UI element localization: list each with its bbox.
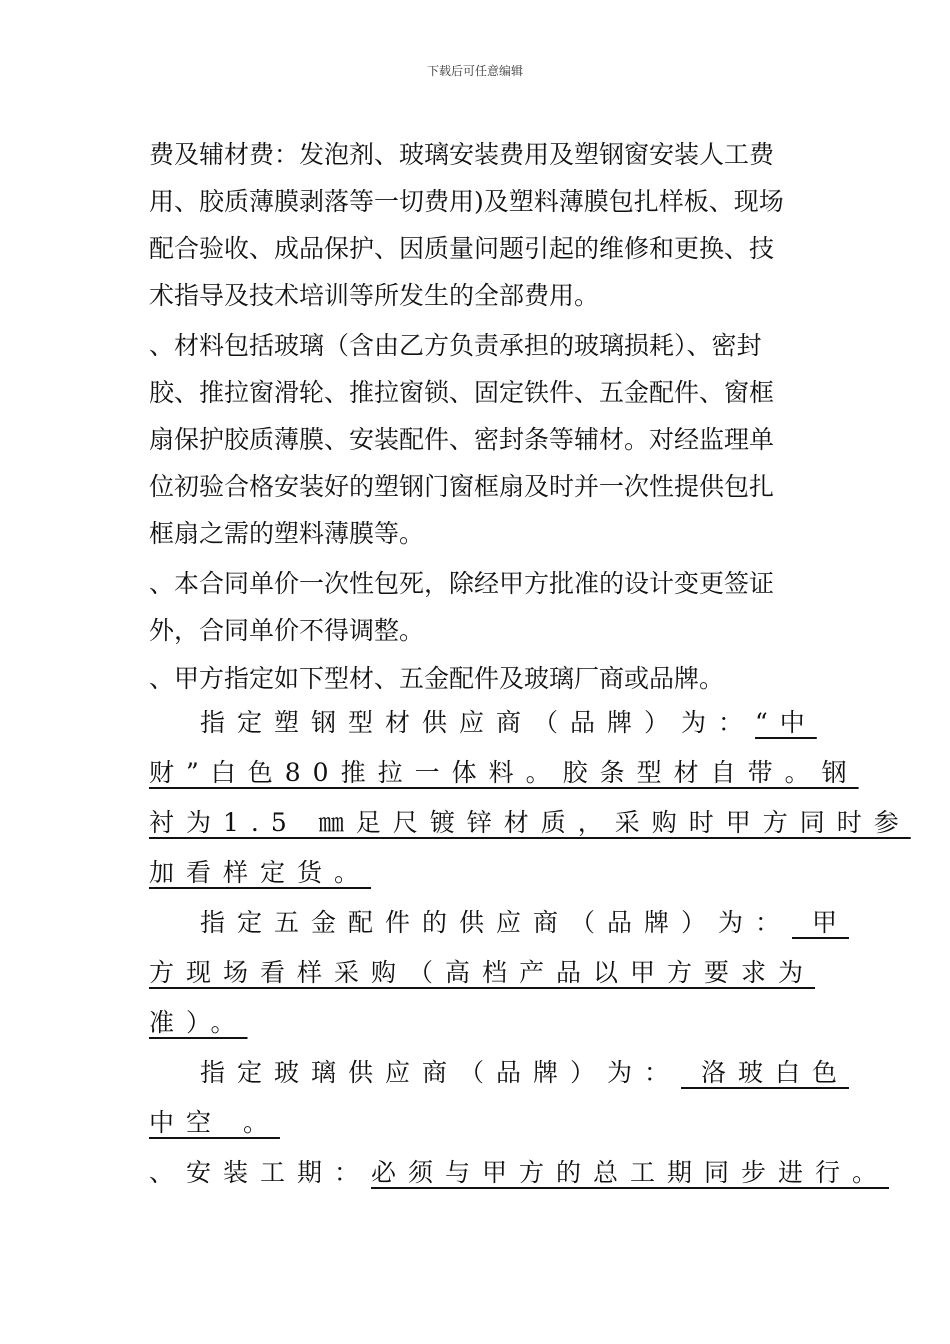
installation-schedule-label: 、安装工期： bbox=[149, 1158, 372, 1187]
glass-supplier-value: 中空 。 bbox=[149, 1108, 280, 1137]
text-line: 用、胶质薄膜剥落等一切费用)及塑料薄膜包扎样板、现场 bbox=[149, 187, 784, 216]
installation-schedule-value: 必须与甲方的总工期同步进行。 bbox=[371, 1158, 890, 1187]
hardware-supplier-value: 甲 bbox=[792, 908, 849, 937]
hardware-supplier-value: 准）。 bbox=[149, 1008, 248, 1037]
text-line: 框扇之需的塑料薄膜等。 bbox=[149, 519, 425, 548]
profile-supplier-value: “中 bbox=[755, 708, 817, 737]
hardware-supplier-value: 方现场看样采购（高档产品以甲方要求为 bbox=[149, 958, 816, 987]
profile-supplier-value: 加看样定货。 bbox=[149, 858, 372, 887]
hardware-supplier-label: 指定五金配件的供应商（品牌）为： bbox=[200, 908, 793, 937]
text-line: 、本合同单价一次性包死，除经甲方批准的设计变更签证 bbox=[149, 569, 775, 598]
text-line: 位初验合格安装好的塑钢门窗框扇及时并一次性提供包扎 bbox=[149, 472, 775, 501]
glass-supplier-label: 指定玻璃供应商（品牌）为： bbox=[200, 1058, 682, 1087]
text-line: 、材料包括玻璃（含由乙方负责承担的玻璃损耗）、密封 bbox=[149, 331, 762, 360]
text-line: 外，合同单价不得调整。 bbox=[149, 616, 425, 645]
profile-supplier-value: 财”白色80推拉一体料。胶条型材自带。钢 bbox=[149, 758, 859, 787]
glass-supplier-line bbox=[200, 1058, 849, 1088]
text-line: 胶、推拉窗滑轮、推拉窗锁、固定铁件、五金配件、窗框 bbox=[149, 378, 775, 407]
profile-supplier-label: 指定塑钢型材供应商（品牌）为： bbox=[200, 708, 756, 737]
text-line: 扇保护胶质薄膜、安装配件、密封条等辅材。对经监理单 bbox=[149, 425, 775, 454]
profile-supplier-line bbox=[200, 708, 817, 738]
text-line: 费及辅材费：发泡剂、玻璃安装费用及塑钢窗安装人工费 bbox=[149, 140, 775, 169]
page-header: 下载后可任意编辑 bbox=[426, 64, 523, 78]
text-line: 配合验收、成品保护、因质量问题引起的维修和更换、技 bbox=[149, 234, 775, 263]
installation-schedule-line bbox=[149, 1158, 889, 1188]
hardware-supplier-line bbox=[200, 908, 849, 938]
text-line: 、甲方指定如下型材、五金配件及玻璃厂商或品牌。 bbox=[149, 664, 725, 693]
profile-supplier-value: 衬为1.5 ㎜足尺镀锌材质，采购时甲方同时参 bbox=[149, 808, 911, 837]
glass-supplier-value: 洛玻白色 bbox=[681, 1058, 849, 1087]
text-line: 术指导及技术培训等所发生的全部费用。 bbox=[149, 281, 600, 310]
